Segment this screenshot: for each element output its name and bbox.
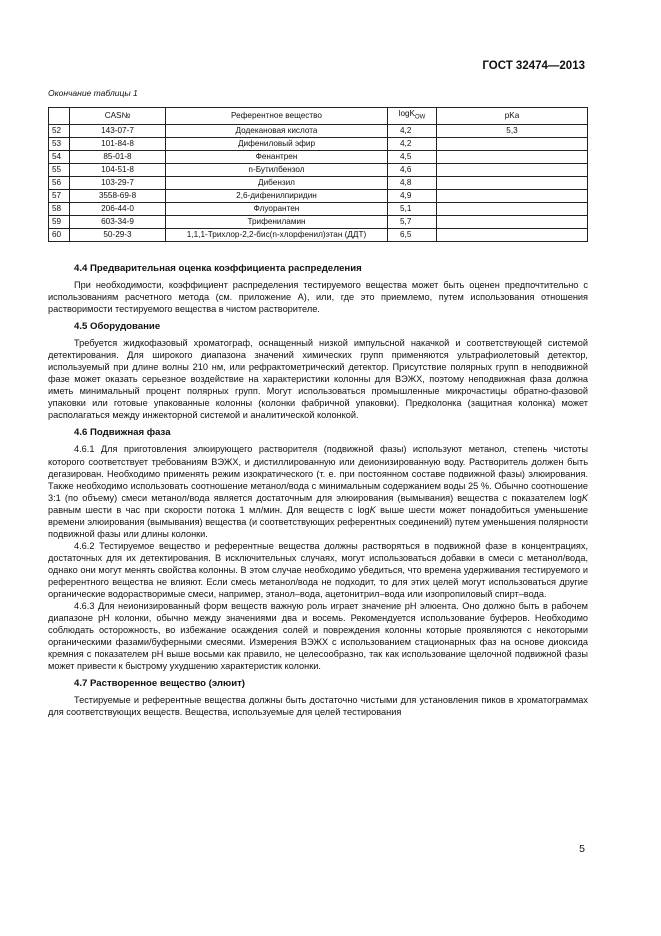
- pka-value: 5,3: [437, 124, 588, 137]
- p461-italic-k1: K: [581, 492, 588, 503]
- logk-value: 5,1: [388, 202, 437, 215]
- substance-name: n-Бутилбензол: [166, 163, 388, 176]
- cas-number: 50-29-3: [70, 228, 166, 241]
- pka-value: [437, 150, 588, 163]
- section-4-6-title: 4.6 Подвижная фаза: [74, 427, 171, 439]
- pka-value: [437, 163, 588, 176]
- substance-name: Фенантрен: [166, 150, 388, 163]
- cas-number: 101-84-8: [70, 137, 166, 150]
- table-caption: Окончание таблицы 1: [48, 88, 138, 98]
- table-row: [49, 176, 588, 189]
- reference-substances-table: [48, 107, 588, 242]
- table-header-row: [49, 108, 588, 125]
- section-4-6-2-paragraph: 4.6.2 Тестируемое вещество и референтные вещества должны растворяться в подвижной фазе в концентрациях, достаточных для их детектирования. В исключительных случаях, могут использоваться добавки в смеси с метанол/вода, однако они могут менять свойства колонны. В этом случае необходимо убедиться, что времена удерживания тестируемого и референтного вещества не влияют. Если смесь метанол/вода не подходит, то для этих целей могут использоваться другие органические водорастворимые смеси, например, этанол–вода, ацетонитрил–вода или изопропиловый спирт–вода.: [48, 540, 588, 600]
- table-row: [49, 137, 588, 150]
- section-4-6-1-paragraph: [48, 443, 588, 539]
- header-number: [49, 108, 70, 125]
- header-cas: CAS№: [70, 108, 166, 125]
- row-number: 58: [49, 202, 70, 215]
- table-row: [49, 163, 588, 176]
- row-number: 60: [49, 228, 70, 241]
- substance-name: 1,1,1-Трихлор-2,2-бис(n-хлорфенил)этан (ДДТ): [166, 228, 388, 241]
- pka-value: [437, 202, 588, 215]
- substance-name: Додекановая кислота: [166, 124, 388, 137]
- section-4-7-title: 4.7 Растворенное вещество (элюит): [74, 678, 245, 690]
- header-logk: [388, 108, 437, 125]
- header-logk-main: logK: [398, 109, 416, 118]
- p461-part-a: 4.6.1 Для приготовления элюирующего растворителя (подвижной фазы) используют метанол, степень чистоты которого соответствует требованиям ВЭЖХ, и дистиллированную или деионизированную воду. Растворитель должен быть дегазирован. Необходимо применять режим изократического (т. е. при постоянном составе подвижной фазы) элюирования. Также необходимо использовать соотношение метанол/вода с минимальным содержанием воды 25 %. Обычно соотношение 3:1 (по объему) смеси метанол/вода является достаточным для элюирования (вымывания) вещества с показателем log: [48, 444, 588, 503]
- cas-number: 206-44-0: [70, 202, 166, 215]
- section-4-6-3-paragraph: 4.6.3 Для неионизированный форм веществ важную роль играет значение pH элюента. Оно должно быть в рабочем диапазоне pH колонки, обычно между значениями два и восемь. Рекомендуется использование буферов. Необходимо соблюдать осторожность, во избежание осаждения солей и повреждения колонны которые проявляются с некоторыми органическими фазами/буферными смесями. Измерения ВЭЖХ с использованием стационарных фаз на основе диоксида кремния с показателем pH выше восьми как правило, не целесообразно, так как использование щелочной подвижной фазы может привести к быстрому ухудшению характеристик колонки.: [48, 601, 588, 672]
- p461-part-c: выше шести может понадобиться уменьшение времени элюирования (вымывания) вещества (и соответствующих референтных соединений) путем уменьшения полярности подвижной фазы или длины колонки.: [48, 504, 588, 539]
- table-row: [49, 150, 588, 163]
- header-substance: Референтное вещество: [166, 108, 388, 125]
- pka-value: [437, 176, 588, 189]
- row-number: 52: [49, 124, 70, 137]
- row-number: 59: [49, 215, 70, 228]
- row-number: 56: [49, 176, 70, 189]
- header-logk-subscript: OW: [415, 114, 426, 121]
- p461-part-b: равным шести в час при скорости потока 1 мл/мин. Для веществ с log: [48, 504, 370, 515]
- table-row: [49, 202, 588, 215]
- cas-number: 143-07-7: [70, 124, 166, 137]
- document-standard-number: ГОСТ 32474—2013: [482, 60, 585, 72]
- logk-value: 4,2: [388, 124, 437, 137]
- section-4-4-title: 4.4 Предварительная оценка коэффициента распределения: [74, 263, 362, 274]
- cas-number: 104-51-8: [70, 163, 166, 176]
- logk-value: 6,5: [388, 228, 437, 241]
- row-number: 55: [49, 163, 70, 176]
- substance-name: 2,6-дифенилпиридин: [166, 189, 388, 202]
- row-number: 57: [49, 189, 70, 202]
- table-row: [49, 189, 588, 202]
- body-text: [48, 263, 588, 724]
- p461-italic-k2: K: [369, 504, 376, 515]
- substance-name: Трифениламин: [166, 215, 388, 228]
- pka-value: [437, 215, 588, 228]
- row-number: 54: [49, 150, 70, 163]
- page-number: 5: [579, 843, 585, 855]
- substance-name: Дифениловый эфир: [166, 137, 388, 150]
- cas-number: 85-01-8: [70, 150, 166, 163]
- logk-value: 4,9: [388, 189, 437, 202]
- substance-name: Флуорантен: [166, 202, 388, 215]
- section-4-5-title: 4.5 Оборудование: [74, 321, 161, 333]
- section-4-7-paragraph: Тестируемые и референтные вещества должны быть достаточно чистыми для установления пиков в хроматограммах для соответствующих веществ. Вещества, используемые для целей тестирования: [48, 695, 588, 718]
- logk-value: 4,6: [388, 163, 437, 176]
- pka-value: [437, 137, 588, 150]
- cas-number: 603-34-9: [70, 215, 166, 228]
- cas-number: 103-29-7: [70, 176, 166, 189]
- cas-number: 3558-69-8: [70, 189, 166, 202]
- logk-value: 4,5: [388, 150, 437, 163]
- table-row: [49, 215, 588, 228]
- table-row: [49, 228, 588, 241]
- pka-value: [437, 228, 588, 241]
- pka-value: [437, 189, 588, 202]
- logk-value: 4,2: [388, 137, 437, 150]
- logk-value: 5,7: [388, 215, 437, 228]
- section-4-4-paragraph: При необходимости, коэффициент распределения тестируемого вещества может быть оценен предпочтительно с использованиям расчетного метода (см. приложение А), или, где это приемлемо, путем использования отношения растворимости тестируемого вещества в чистом растворителе.: [48, 280, 588, 315]
- table-row: [49, 124, 588, 137]
- section-4-5-paragraph: Требуется жидкофазовый хроматограф, оснащенный низкой импульсной накачкой и соответствующей системой детектирования. Для широкого диапазона значений химических групп применяются ультрафиолетовый детектор, используемый при длине волны 210 нм, или рефрактометрический детектор. Присутствие полярных групп в неподвижной фазе может оказать серьезное воздействие на характеристики колонны для ВЭЖХ, поэтому неподвижная фаза должна иметь минимальный процент полярных групп. Могут использоваться промышленные микрочастицы обратно-фазовой упаковки или готовые упакованные колонны (колонки фабричной упаковки). Предколонка (защитная колонка) может располагаться между инжекторной системой и аналитической колонкой.: [48, 338, 588, 421]
- logk-value: 4,8: [388, 176, 437, 189]
- row-number: 53: [49, 137, 70, 150]
- substance-name: Дибензил: [166, 176, 388, 189]
- table-body: [49, 124, 588, 241]
- header-pka: pKa: [437, 108, 588, 125]
